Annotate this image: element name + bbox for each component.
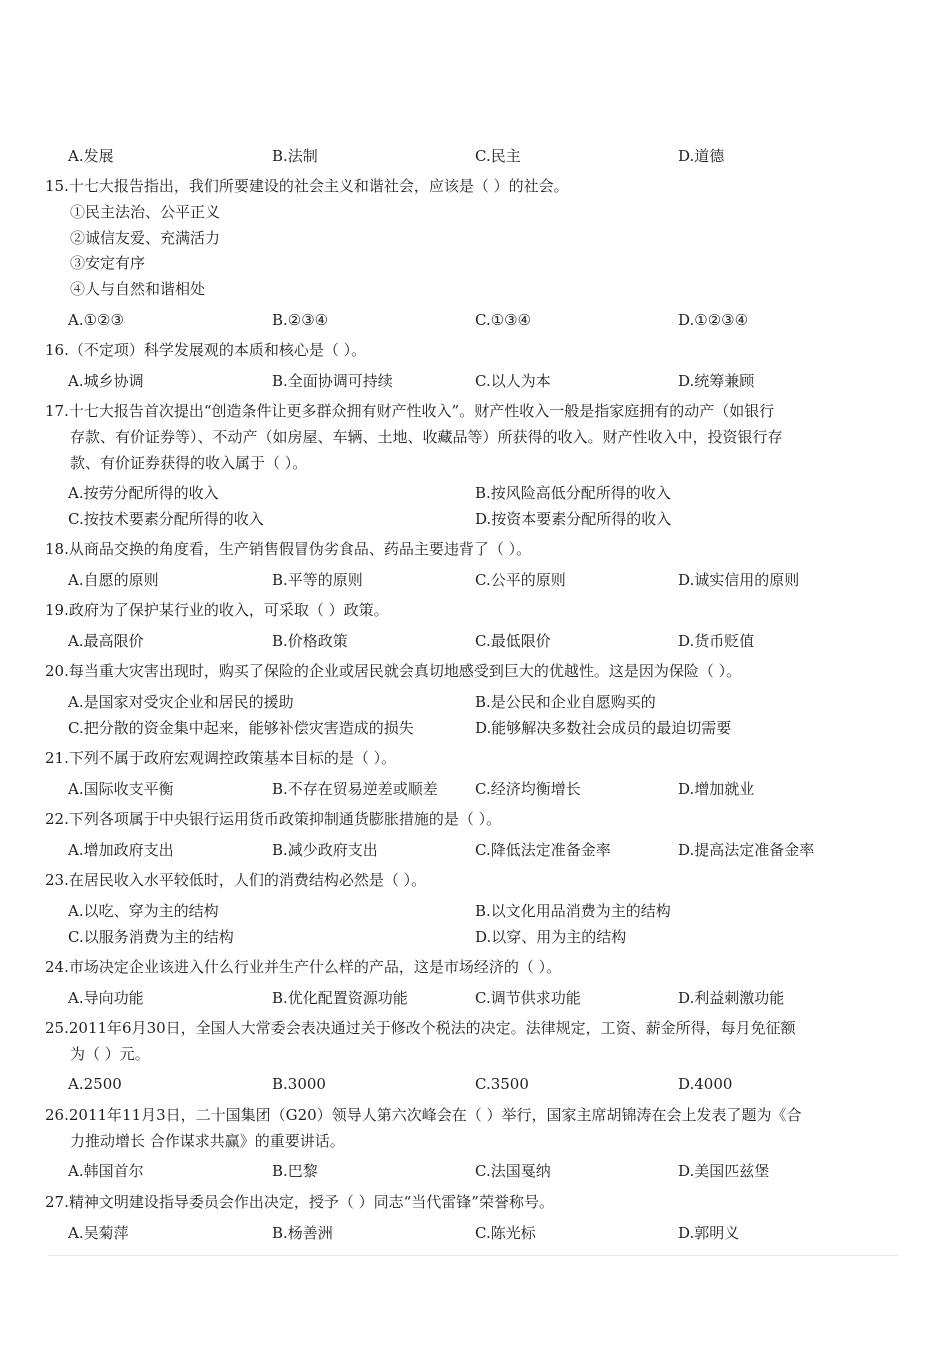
- q18-options: [0, 569, 950, 591]
- q16-option-d[interactable]: D.统筹兼顾: [678, 372, 755, 390]
- q16-stem: 16.（不定项）科学发展观的本质和核心是（ ）。: [45, 341, 367, 359]
- q25-stem-line-1: 25.2011年6月30日，全国人大常委会表决通过关于修改个税法的决定。法律规定，工资、薪金所得，每月免征额: [45, 1019, 796, 1037]
- q15-options: [0, 309, 950, 331]
- q18-option-c[interactable]: C.公平的原则: [475, 571, 566, 589]
- q23-option-b[interactable]: B.以文化用品消费为主的结构: [475, 902, 671, 920]
- q20-option-d[interactable]: D.能够解决多数社会成员的最迫切需要: [475, 719, 732, 737]
- q17-option-d[interactable]: D.按资本要素分配所得的收入: [475, 510, 672, 528]
- q24-stem-row: [0, 956, 950, 978]
- q22-option-a[interactable]: A.增加政府支出: [68, 841, 174, 859]
- q17-stem-line-2-row: [0, 426, 950, 448]
- q16-stem-row: [0, 339, 950, 361]
- q23-option-a[interactable]: A.以吃、穿为主的结构: [68, 902, 219, 920]
- q23-options-row-1: [0, 900, 950, 922]
- q15-item-1-row: [0, 201, 950, 223]
- q20-options-row-1: [0, 691, 950, 713]
- q14-options: [0, 145, 950, 167]
- q17-option-b[interactable]: B.按风险高低分配所得的收入: [475, 484, 671, 502]
- q21-stem-row: [0, 747, 950, 769]
- q24-option-d[interactable]: D.利益刺激功能: [678, 989, 785, 1007]
- q15-item-2: ②诚信友爱、充满活力: [70, 229, 221, 247]
- q24-option-b[interactable]: B.优化配置资源功能: [272, 989, 408, 1007]
- q17-stem-line-1-row: [0, 400, 950, 422]
- q14-option-d[interactable]: D.道德: [678, 147, 725, 165]
- q24-stem: 24.市场决定企业该进入什么行业并生产什么样的产品，这是市场经济的（ ）。: [45, 958, 562, 976]
- q23-option-d[interactable]: D.以穿、用为主的结构: [475, 928, 627, 946]
- q16-option-a[interactable]: A.城乡协调: [68, 372, 144, 390]
- q17-option-c[interactable]: C.按技术要素分配所得的收入: [68, 510, 264, 528]
- q22-stem-row: [0, 808, 950, 830]
- q17-stem-line-3-row: [0, 452, 950, 474]
- q25-option-b[interactable]: B.3000: [272, 1075, 326, 1093]
- q27-options: [0, 1222, 950, 1244]
- q21-option-d[interactable]: D.增加就业: [678, 780, 755, 798]
- q22-options: [0, 839, 950, 861]
- q17-stem-line-3: 款、有价证券获得的收入属于（ ）。: [70, 454, 308, 472]
- q15-option-a[interactable]: A.①②③: [68, 311, 124, 329]
- q27-option-b[interactable]: B.杨善洲: [272, 1224, 333, 1242]
- q17-options-row-2: [0, 508, 950, 530]
- q23-options-row-2: [0, 926, 950, 948]
- q17-stem-line-1: 17.十七大报告首次提出“创造条件让更多群众拥有财产性收入”。财产性收入一般是指家庭拥有的动产（如银行: [45, 402, 775, 420]
- q14-option-b[interactable]: B.法制: [272, 147, 318, 165]
- q16-options: [0, 370, 950, 392]
- q20-option-c[interactable]: C.把分散的资金集中起来，能够补偿灾害造成的损失: [68, 719, 414, 737]
- q16-option-b[interactable]: B.全面协调可持续: [272, 372, 393, 390]
- q27-stem-row: [0, 1191, 950, 1213]
- q24-option-c[interactable]: C.调节供求功能: [475, 989, 581, 1007]
- q18-option-b[interactable]: B.平等的原则: [272, 571, 363, 589]
- q17-stem-line-2: 存款、有价证券等）、不动产（如房屋、车辆、土地、收藏品等）所获得的收入。财产性收入中，投资银行存: [70, 428, 783, 446]
- q15-item-3-row: [0, 252, 950, 274]
- q15-item-3: ③安定有序: [70, 254, 146, 272]
- q26-stem-line-1-row: [0, 1104, 950, 1126]
- q27-option-c[interactable]: C.陈光标: [475, 1224, 536, 1242]
- q26-option-c[interactable]: C.法国戛纳: [475, 1162, 551, 1180]
- q26-stem-line-2: 力推动增长 合作谋求共赢》的重要讲话。: [70, 1132, 345, 1150]
- q26-stem-line-1: 26.2011年11月3日，二十国集团（G20）领导人第六次峰会在（ ）举行，国家主席胡锦涛在会上发表了题为《合: [45, 1106, 802, 1124]
- q19-options: [0, 630, 950, 652]
- q14-option-a[interactable]: A.发展: [68, 147, 114, 165]
- q23-stem: 23.在居民收入水平较低时，人们的消费结构必然是（ ）。: [45, 871, 427, 889]
- q17-option-a[interactable]: A.按劳分配所得的收入: [68, 484, 219, 502]
- q21-option-c[interactable]: C.经济均衡增长: [475, 780, 581, 798]
- q20-stem: 20.每当重大灾害出现时，购买了保险的企业或居民就会真切地感受到巨大的优越性。这是因为保险（ ）。: [45, 662, 742, 680]
- q18-option-d[interactable]: D.诚实信用的原则: [678, 571, 800, 589]
- q27-option-d[interactable]: D.郭明义: [678, 1224, 740, 1242]
- q20-stem-row: [0, 660, 950, 682]
- q21-option-a[interactable]: A.国际收支平衡: [68, 780, 174, 798]
- q19-option-d[interactable]: D.货币贬值: [678, 632, 755, 650]
- q20-options-row-2: [0, 717, 950, 739]
- q22-option-b[interactable]: B.减少政府支出: [272, 841, 378, 859]
- q25-options: [0, 1073, 950, 1095]
- q15-option-c[interactable]: C.①③④: [475, 311, 532, 329]
- q15-item-2-row: [0, 227, 950, 249]
- q25-stem-line-2: 为（ ）元。: [70, 1045, 150, 1063]
- q15-stem-row: [0, 175, 950, 197]
- q25-stem-line-1-row: [0, 1017, 950, 1039]
- q26-option-a[interactable]: A.韩国首尔: [68, 1162, 144, 1180]
- q25-option-a[interactable]: A.2500: [68, 1075, 122, 1093]
- q23-stem-row: [0, 869, 950, 891]
- q22-option-d[interactable]: D.提高法定准备金率: [678, 841, 815, 859]
- q24-options: [0, 987, 950, 1009]
- q20-option-b[interactable]: B.是公民和企业自愿购买的: [475, 693, 656, 711]
- q26-stem-line-2-row: [0, 1130, 950, 1152]
- q18-stem: 18.从商品交换的角度看，生产销售假冒伪劣食品、药品主要违背了（ ）。: [45, 540, 532, 558]
- q22-stem: 22.下列各项属于中央银行运用货币政策抑制通货膨胀措施的是（ ）。: [45, 810, 502, 828]
- q22-option-c[interactable]: C.降低法定准备金率: [475, 841, 611, 859]
- q15-option-d[interactable]: D.①②③④: [678, 311, 749, 329]
- q15-item-1: ①民主法治、公平正义: [70, 203, 221, 221]
- q19-option-c[interactable]: C.最低限价: [475, 632, 551, 650]
- q25-option-d[interactable]: D.4000: [678, 1075, 733, 1093]
- q23-option-c[interactable]: C.以服务消费为主的结构: [68, 928, 234, 946]
- q19-option-a[interactable]: A.最高限价: [68, 632, 144, 650]
- q21-stem: 21.下列不属于政府宏观调控政策基本目标的是（ ）。: [45, 749, 397, 767]
- q16-option-c[interactable]: C.以人为本: [475, 372, 551, 390]
- q17-options-row-1: [0, 482, 950, 504]
- q19-stem-row: [0, 599, 950, 621]
- q19-stem: 19.政府为了保护某行业的收入，可采取（ ）政策。: [45, 601, 389, 619]
- q21-options: [0, 778, 950, 800]
- q27-option-a[interactable]: A.吴菊萍: [68, 1224, 129, 1242]
- q15-option-b[interactable]: B.②③④: [272, 311, 329, 329]
- q15-stem: 15.十七大报告指出，我们所要建设的社会主义和谐社会，应该是（ ）的社会。: [45, 177, 569, 195]
- q21-option-b[interactable]: B.不存在贸易逆差或顺差: [272, 780, 438, 798]
- q26-options: [0, 1160, 950, 1182]
- q26-option-d[interactable]: D.美国匹兹堡: [678, 1162, 770, 1180]
- q18-stem-row: [0, 538, 950, 560]
- q25-stem-line-2-row: [0, 1043, 950, 1065]
- q15-item-4: ④人与自然和谐相处: [70, 280, 206, 298]
- q18-option-a[interactable]: A.自愿的原则: [68, 571, 159, 589]
- footer-divider: [48, 1255, 898, 1256]
- q20-option-a[interactable]: A.是国家对受灾企业和居民的援助: [68, 693, 294, 711]
- q27-stem: 27.精神文明建设指导委员会作出决定，授予（ ）同志“当代雷锋”荣誉称号。: [45, 1193, 554, 1211]
- q14-option-c[interactable]: C.民主: [475, 147, 521, 165]
- q19-option-b[interactable]: B.价格政策: [272, 632, 348, 650]
- q26-option-b[interactable]: B.巴黎: [272, 1162, 318, 1180]
- q24-option-a[interactable]: A.导向功能: [68, 989, 144, 1007]
- q15-item-4-row: [0, 278, 950, 300]
- q25-option-c[interactable]: C.3500: [475, 1075, 529, 1093]
